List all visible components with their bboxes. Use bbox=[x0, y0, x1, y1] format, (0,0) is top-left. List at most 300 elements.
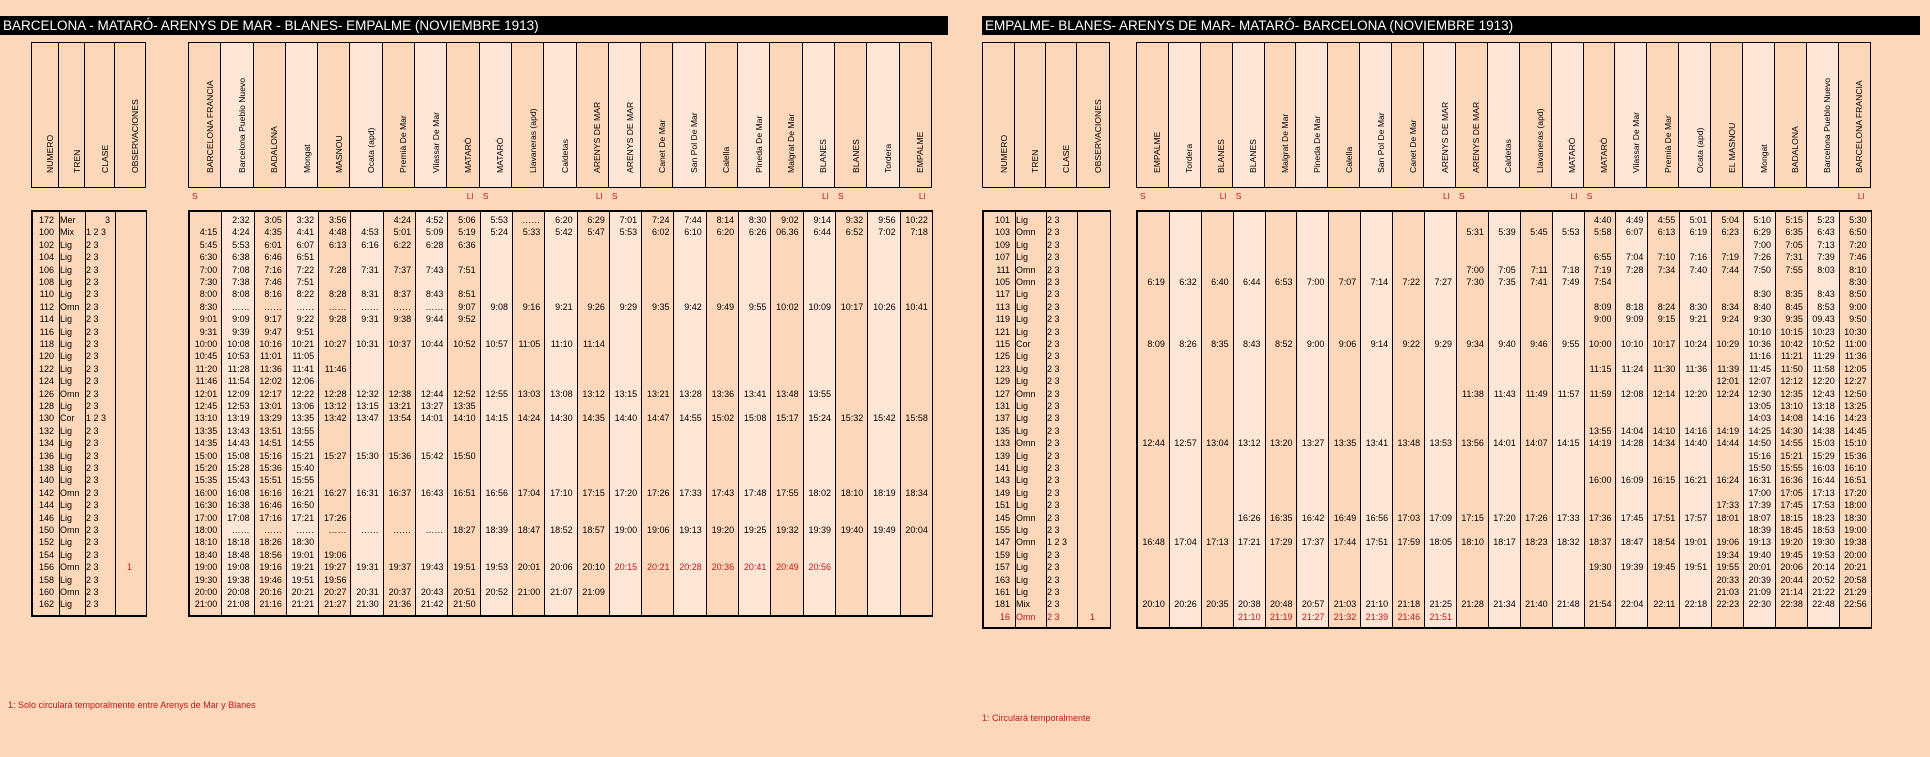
time-cell: 15:42 bbox=[420, 450, 444, 461]
time-cell: 13:47 bbox=[356, 413, 379, 424]
time-cell: 14:40 bbox=[614, 413, 638, 424]
train-number: 119 bbox=[995, 314, 1010, 325]
time-cell: 9:06 bbox=[1338, 339, 1357, 349]
train-type: Mer bbox=[60, 215, 76, 225]
time-cell: 7:39 bbox=[1817, 252, 1835, 263]
time-cell: 9:32 bbox=[845, 215, 864, 225]
time-cell: 5:10 bbox=[1753, 215, 1771, 225]
time-cell: 19:20 bbox=[711, 525, 735, 535]
time-cell: 9:42 bbox=[684, 301, 702, 312]
time-cell: 21:22 bbox=[1812, 587, 1835, 597]
train-class: 1 2 3 bbox=[86, 413, 107, 424]
time-cell: 5:19 bbox=[458, 227, 476, 238]
time-cell: 9:28 bbox=[328, 314, 347, 325]
station-mark: S bbox=[1586, 191, 1593, 201]
time-cell: 11:54 bbox=[227, 376, 250, 387]
time-cell: 6:16 bbox=[361, 239, 379, 250]
time-cell: 9:15 bbox=[1657, 314, 1676, 325]
timetable-barcelona-empalme bbox=[0, 16, 948, 610]
station-name: Calella bbox=[1343, 146, 1354, 173]
time-cell: 6:40 bbox=[1211, 277, 1229, 287]
time-cell: 19:32 bbox=[776, 525, 799, 535]
time-cell: 16:31 bbox=[356, 487, 379, 498]
time-cell: 9:08 bbox=[490, 301, 508, 312]
time-cell: …… bbox=[231, 301, 250, 312]
time-cell: 11:28 bbox=[227, 363, 250, 374]
station-mark: Ll bbox=[595, 191, 603, 201]
time-cell: 20:38 bbox=[1238, 599, 1261, 610]
time-cell: 7:07 bbox=[1338, 277, 1357, 287]
time-cell: 10:23 bbox=[1812, 326, 1835, 337]
time-cell: 15:02 bbox=[711, 413, 735, 424]
station-header-cell bbox=[1233, 43, 1265, 187]
station-name: Barcelona Pueblo Nuevo bbox=[236, 77, 247, 173]
time-cell: 14:43 bbox=[227, 438, 250, 449]
station-header-cell bbox=[1679, 43, 1711, 187]
time-cell: 13:21 bbox=[388, 401, 412, 411]
train-type: Lig bbox=[1016, 351, 1029, 362]
time-cell: 5:58 bbox=[1593, 227, 1612, 238]
train-number: 150 bbox=[38, 525, 54, 535]
time-cell: 8:09 bbox=[1593, 301, 1612, 312]
time-cell: 7:46 bbox=[1849, 252, 1867, 263]
time-cell: 20:01 bbox=[517, 562, 541, 573]
time-cell: 12:01 bbox=[1716, 376, 1740, 387]
time-cell: 15:20 bbox=[194, 463, 218, 473]
time-cell: 13:08 bbox=[550, 388, 573, 399]
train-class: 2 3 bbox=[86, 475, 99, 486]
time-cell: 20:49 bbox=[776, 562, 799, 573]
time-cell: 7:49 bbox=[1562, 277, 1580, 287]
train-number: 126 bbox=[38, 388, 54, 399]
time-cell: 21:32 bbox=[1333, 611, 1357, 622]
time-cell: 17:39 bbox=[1748, 500, 1771, 511]
train-class: 2 3 bbox=[1047, 376, 1060, 387]
station-name: Ocata (apd) bbox=[366, 127, 377, 173]
time-cell: 20:21 bbox=[1844, 562, 1867, 573]
train-class: 2 3 bbox=[86, 587, 99, 597]
time-cell: 9:16 bbox=[522, 301, 541, 312]
train-type: Omn bbox=[60, 525, 80, 535]
time-cell: 18:39 bbox=[485, 525, 508, 535]
train-number: 115 bbox=[995, 339, 1010, 349]
station-header-cell bbox=[674, 43, 706, 187]
train-number: 132 bbox=[38, 425, 54, 436]
train-class: 1 2 3 bbox=[1047, 537, 1068, 548]
train-class: 2 3 bbox=[86, 487, 99, 498]
time-cell: 17:08 bbox=[227, 512, 250, 523]
time-cell: 8:24 bbox=[1657, 301, 1676, 312]
time-cell: 10:17 bbox=[1652, 339, 1676, 349]
time-cell: 13:51 bbox=[259, 425, 282, 436]
train-number: 160 bbox=[38, 587, 54, 597]
time-cell: 21:09 bbox=[1748, 587, 1771, 597]
station-mark: Ll bbox=[822, 191, 829, 201]
info-header-label: NUMERO bbox=[45, 134, 55, 173]
time-cell: 15:17 bbox=[776, 413, 799, 424]
time-cell: 21:14 bbox=[1780, 587, 1803, 597]
time-cell: 9:47 bbox=[264, 326, 282, 337]
time-cell: 20:27 bbox=[323, 587, 347, 597]
time-cell: 18:23 bbox=[1812, 512, 1835, 523]
time-cell: 4:35 bbox=[264, 227, 282, 238]
train-type: Lig bbox=[1016, 450, 1029, 461]
train-number: 140 bbox=[38, 475, 54, 486]
station-body-col bbox=[1425, 212, 1457, 627]
time-cell: 12:02 bbox=[259, 376, 282, 387]
time-cell: …… bbox=[263, 301, 282, 312]
train-type: Lig bbox=[60, 289, 73, 300]
time-cell: 19:34 bbox=[1716, 549, 1740, 560]
time-cell: 14:40 bbox=[1684, 438, 1708, 449]
time-cell: 17:21 bbox=[1238, 537, 1261, 548]
time-cell: 9:34 bbox=[1466, 339, 1484, 349]
train-number: 109 bbox=[994, 239, 1010, 250]
station-header-cell bbox=[1137, 43, 1169, 187]
time-cell: 9:21 bbox=[1689, 314, 1708, 325]
train-number: 121 bbox=[994, 326, 1010, 337]
train-class: 2 3 bbox=[1047, 227, 1060, 238]
train-class: 2 3 bbox=[1047, 339, 1060, 349]
station-header-cell bbox=[383, 43, 415, 187]
time-cell: 7:05 bbox=[1785, 239, 1803, 250]
time-cell: 6:01 bbox=[264, 239, 282, 250]
time-cell: 16:09 bbox=[1620, 475, 1644, 486]
time-cell: 11:21 bbox=[1781, 351, 1803, 362]
station-name: San Pol De Mar bbox=[689, 112, 700, 173]
station-name: Pineda De Mar bbox=[1311, 115, 1322, 173]
train-number: 144 bbox=[38, 500, 54, 511]
time-cell: 8:30 bbox=[1849, 277, 1867, 287]
time-cell: 13:19 bbox=[227, 413, 250, 424]
time-cell: 13:48 bbox=[776, 388, 799, 399]
train-type: Omn bbox=[60, 388, 80, 399]
time-cell: 5:53 bbox=[232, 239, 250, 250]
time-cell: 20:15 bbox=[614, 562, 638, 573]
station-name: Tordera bbox=[1184, 143, 1195, 173]
train-number: 131 bbox=[994, 401, 1010, 411]
time-cell: 11:50 bbox=[1781, 363, 1803, 374]
train-type: Omn bbox=[1016, 537, 1036, 548]
station-header-cell bbox=[803, 43, 835, 187]
train-number: 113 bbox=[995, 301, 1010, 312]
time-cell: 7:00 bbox=[199, 264, 218, 275]
time-cell: 18:57 bbox=[582, 525, 605, 535]
train-type: Cor bbox=[60, 413, 75, 424]
train-number: 118 bbox=[39, 339, 54, 349]
train-number: 101 bbox=[994, 215, 1010, 225]
station-header-cell bbox=[1424, 43, 1456, 187]
time-cell: 21:03 bbox=[1333, 599, 1357, 610]
time-cell: 20:44 bbox=[1780, 574, 1803, 585]
time-cell: 21:08 bbox=[227, 599, 250, 610]
train-class: 2 3 bbox=[86, 599, 99, 610]
time-cell: 12:38 bbox=[388, 388, 412, 399]
time-cell: 12:27 bbox=[1844, 376, 1867, 387]
time-cell: 6:43 bbox=[1817, 227, 1835, 238]
time-cell: 17:55 bbox=[776, 487, 799, 498]
station-mark: Ll bbox=[1443, 191, 1450, 201]
time-cell: 17:43 bbox=[711, 487, 735, 498]
train-type: Omn bbox=[60, 587, 80, 597]
time-cell: 15:50 bbox=[1748, 463, 1771, 473]
time-cell: 20:36 bbox=[711, 562, 735, 573]
time-cell: 16:27 bbox=[323, 487, 347, 498]
time-cell: 8:30 bbox=[748, 215, 767, 225]
train-type: Lig bbox=[60, 500, 73, 511]
time-cell: 6:13 bbox=[1657, 227, 1676, 238]
time-cell: 18:05 bbox=[1429, 537, 1452, 548]
time-cell: 20:16 bbox=[259, 587, 282, 597]
time-cell: 13:06 bbox=[291, 401, 315, 411]
station-header-box bbox=[188, 42, 932, 188]
station-header-cell bbox=[1488, 43, 1520, 187]
time-cell: 19:51 bbox=[453, 562, 476, 573]
time-cell: 13:10 bbox=[1780, 401, 1803, 411]
station-mark: Ll bbox=[1570, 191, 1578, 201]
time-cell: 9:51 bbox=[296, 326, 315, 337]
train-type: Mix bbox=[1016, 599, 1030, 610]
time-cell: 5:33 bbox=[522, 227, 541, 238]
time-cell: 8:35 bbox=[1785, 289, 1803, 300]
time-cell: 6:20 bbox=[716, 227, 735, 238]
station-name: Malgrat De Mar bbox=[1280, 113, 1291, 173]
time-cell: 7:14 bbox=[1370, 277, 1389, 287]
train-number: 111 bbox=[996, 264, 1010, 275]
time-cell: 6:29 bbox=[1753, 227, 1771, 238]
train-class: 2 3 bbox=[1047, 326, 1060, 337]
station-header-cell bbox=[900, 43, 932, 187]
time-cell: 14:19 bbox=[1716, 425, 1740, 436]
time-cell: 7:35 bbox=[1498, 277, 1516, 287]
time-cell: 22:18 bbox=[1684, 599, 1708, 610]
station-mark: S bbox=[1140, 191, 1146, 201]
time-cell: 17:59 bbox=[1397, 537, 1421, 548]
train-number: 134 bbox=[38, 438, 54, 449]
time-cell: 10:08 bbox=[227, 339, 250, 349]
time-cell: 8:03 bbox=[1817, 264, 1835, 275]
train-class: 2 3 bbox=[86, 363, 99, 374]
time-cell: 22:30 bbox=[1748, 599, 1771, 610]
time-cell: 18:54 bbox=[1652, 537, 1676, 548]
time-cell: 4:24 bbox=[232, 227, 250, 238]
time-cell: 9:55 bbox=[748, 301, 767, 312]
time-cell: …… bbox=[328, 525, 347, 535]
time-cell: 15:00 bbox=[194, 450, 218, 461]
time-cell: 12:44 bbox=[1142, 438, 1165, 449]
station-name: Ocata (apd) bbox=[1694, 127, 1705, 173]
time-cell: 16:37 bbox=[388, 487, 412, 498]
time-cell: 7:44 bbox=[684, 215, 702, 225]
time-cell: 14:25 bbox=[1748, 425, 1771, 436]
train-class: 2 3 bbox=[1047, 450, 1060, 461]
info-header-cell bbox=[983, 43, 1015, 187]
station-mark: S bbox=[192, 191, 198, 201]
info-header-box bbox=[982, 42, 1110, 188]
time-cell: 10:10 bbox=[1620, 339, 1644, 349]
train-type: Omn bbox=[1016, 438, 1036, 449]
time-cell: 15:51 bbox=[259, 475, 282, 486]
time-cell: 12:57 bbox=[1174, 438, 1197, 449]
time-cell: 7:00 bbox=[1466, 264, 1484, 275]
time-cell: 6:55 bbox=[1593, 252, 1612, 263]
time-cell: 19:21 bbox=[291, 562, 315, 573]
time-cell: 3:32 bbox=[296, 215, 315, 225]
station-header-cell bbox=[1839, 43, 1871, 187]
time-cell: 17:15 bbox=[582, 487, 605, 498]
time-cell: 9:22 bbox=[296, 314, 315, 325]
time-cell: 7:41 bbox=[1530, 277, 1548, 287]
time-cell: 5:01 bbox=[393, 227, 412, 238]
time-cell: 17:13 bbox=[1206, 537, 1229, 548]
time-cell: 15:16 bbox=[259, 450, 282, 461]
time-cell: 21:51 bbox=[1429, 611, 1452, 622]
time-cell: 5:45 bbox=[199, 239, 218, 250]
time-cell: 7:00 bbox=[1753, 239, 1771, 250]
train-class: 2 3 bbox=[1047, 425, 1060, 436]
time-cell: 9:00 bbox=[1849, 301, 1867, 312]
station-name: Canet De Mar bbox=[1407, 119, 1418, 173]
station-header-cell bbox=[1807, 43, 1839, 187]
time-cell: 12:28 bbox=[323, 388, 347, 399]
station-header-cell bbox=[351, 43, 383, 187]
time-cell: 10:21 bbox=[291, 339, 315, 349]
time-cell: 4:53 bbox=[361, 227, 379, 238]
time-cell: 14:10 bbox=[1652, 425, 1676, 436]
station-name: BLANES bbox=[818, 139, 829, 173]
train-type: Lig bbox=[60, 475, 73, 486]
train-type: Lig bbox=[1016, 475, 1029, 486]
time-cell: 20:10 bbox=[582, 562, 605, 573]
time-cell: …… bbox=[522, 215, 541, 225]
time-cell: 5:31 bbox=[1466, 227, 1484, 238]
train-class: 2 3 bbox=[1047, 487, 1060, 498]
time-cell: 14:15 bbox=[485, 413, 508, 424]
time-cell: 14:55 bbox=[679, 413, 702, 424]
time-cell: 10:29 bbox=[1716, 339, 1740, 349]
time-cell: 9:00 bbox=[1306, 339, 1325, 349]
time-cell: 7:30 bbox=[1466, 277, 1484, 287]
time-cell: 11:16 bbox=[1749, 351, 1771, 362]
time-cell: 22:23 bbox=[1716, 599, 1740, 610]
time-cell: 6:44 bbox=[1243, 277, 1261, 287]
time-cell: 17:53 bbox=[1812, 500, 1835, 511]
station-name: BLANES bbox=[1216, 139, 1227, 173]
time-cell: 14:23 bbox=[1844, 413, 1867, 424]
time-cell: 17:26 bbox=[323, 512, 347, 523]
time-cell: 18:01 bbox=[1716, 512, 1740, 523]
time-cell: 13:12 bbox=[323, 401, 347, 411]
time-cell: 13:43 bbox=[227, 425, 250, 436]
time-cell: 7:43 bbox=[425, 264, 444, 275]
time-cell: 13:15 bbox=[614, 388, 638, 399]
time-cell: 11:29 bbox=[1812, 351, 1835, 362]
time-cell: 13:48 bbox=[1397, 438, 1421, 449]
time-cell: 22:04 bbox=[1620, 599, 1644, 610]
time-cell: 17:13 bbox=[1812, 487, 1835, 498]
time-cell: 14:55 bbox=[1780, 438, 1803, 449]
station-header-cell bbox=[1169, 43, 1201, 187]
time-cell: 18:32 bbox=[1557, 537, 1580, 548]
time-cell: 13:28 bbox=[679, 388, 702, 399]
time-cell: 12:30 bbox=[1748, 388, 1771, 399]
time-cell: 7:05 bbox=[1498, 264, 1516, 275]
time-cell: 21:39 bbox=[1365, 611, 1389, 622]
time-cell: 9:02 bbox=[781, 215, 799, 225]
time-cell: 20:14 bbox=[1812, 562, 1835, 573]
time-cell: 12:44 bbox=[420, 388, 444, 399]
time-cell: 15:43 bbox=[227, 475, 250, 486]
time-cell: 16:50 bbox=[291, 500, 315, 511]
time-cell: 21:27 bbox=[1301, 611, 1325, 622]
station-name: Mongat bbox=[301, 144, 312, 173]
time-cell: …… bbox=[393, 301, 412, 312]
time-cell: 17:45 bbox=[1780, 500, 1803, 511]
time-cell: …… bbox=[425, 525, 444, 535]
time-cell: 21:30 bbox=[356, 599, 379, 610]
train-class: 2 3 bbox=[86, 537, 99, 548]
time-cell: 11:05 bbox=[292, 351, 315, 362]
time-cell: 13:05 bbox=[1748, 401, 1771, 411]
time-cell: 12:45 bbox=[194, 401, 218, 411]
time-cell: 19:30 bbox=[194, 574, 218, 585]
train-class: 2 3 bbox=[86, 277, 99, 287]
time-cell: 16:46 bbox=[259, 500, 282, 511]
train-class: 3 bbox=[104, 215, 110, 225]
station-header-cell bbox=[1456, 43, 1488, 187]
train-number: 137 bbox=[994, 413, 1010, 424]
time-cell: 18:47 bbox=[1620, 537, 1644, 548]
time-cell: 12:14 bbox=[1652, 388, 1676, 399]
train-class: 2 3 bbox=[86, 562, 99, 573]
time-cell: 14:30 bbox=[1780, 425, 1803, 436]
train-type: Lig bbox=[1016, 425, 1029, 436]
time-cell: 12:09 bbox=[227, 388, 250, 399]
time-cell: 17:44 bbox=[1333, 537, 1357, 548]
time-cell: 4:52 bbox=[425, 215, 444, 225]
station-header-cell bbox=[1520, 43, 1552, 187]
time-cell: 6:30 bbox=[199, 252, 218, 263]
time-cell: 19:53 bbox=[485, 562, 508, 573]
time-cell: 17:29 bbox=[1269, 537, 1293, 548]
train-type: Lig bbox=[1016, 500, 1029, 511]
train-type: Lig bbox=[1016, 376, 1029, 387]
train-type: Lig bbox=[60, 463, 73, 473]
time-cell: 12:22 bbox=[291, 388, 315, 399]
time-cell: 15:50 bbox=[453, 450, 476, 461]
time-cell: 14:55 bbox=[291, 438, 315, 449]
time-cell: 16:43 bbox=[420, 487, 444, 498]
station-name: BARCELONA FRANCIA bbox=[204, 80, 215, 173]
train-number: 136 bbox=[38, 450, 54, 461]
train-type: Omn bbox=[1016, 264, 1036, 275]
time-cell: 11:05 bbox=[518, 339, 541, 349]
time-cell: 20:35 bbox=[1206, 599, 1229, 610]
time-cell: 18:18 bbox=[227, 537, 250, 548]
train-number: 103 bbox=[994, 227, 1010, 238]
time-cell: 15:28 bbox=[227, 463, 250, 473]
time-cell: 11:41 bbox=[292, 363, 315, 374]
time-cell: 6:19 bbox=[1689, 227, 1708, 238]
time-cell: 19:01 bbox=[1684, 537, 1708, 548]
train-class: 2 3 bbox=[1047, 301, 1060, 312]
time-cell: 18:40 bbox=[194, 549, 218, 560]
time-cell: 12:07 bbox=[1748, 376, 1771, 387]
time-cell: 10:52 bbox=[453, 339, 476, 349]
time-cell: 8:51 bbox=[458, 289, 476, 300]
time-cell: 8:30 bbox=[199, 301, 218, 312]
time-cell: 14:50 bbox=[1748, 438, 1771, 449]
